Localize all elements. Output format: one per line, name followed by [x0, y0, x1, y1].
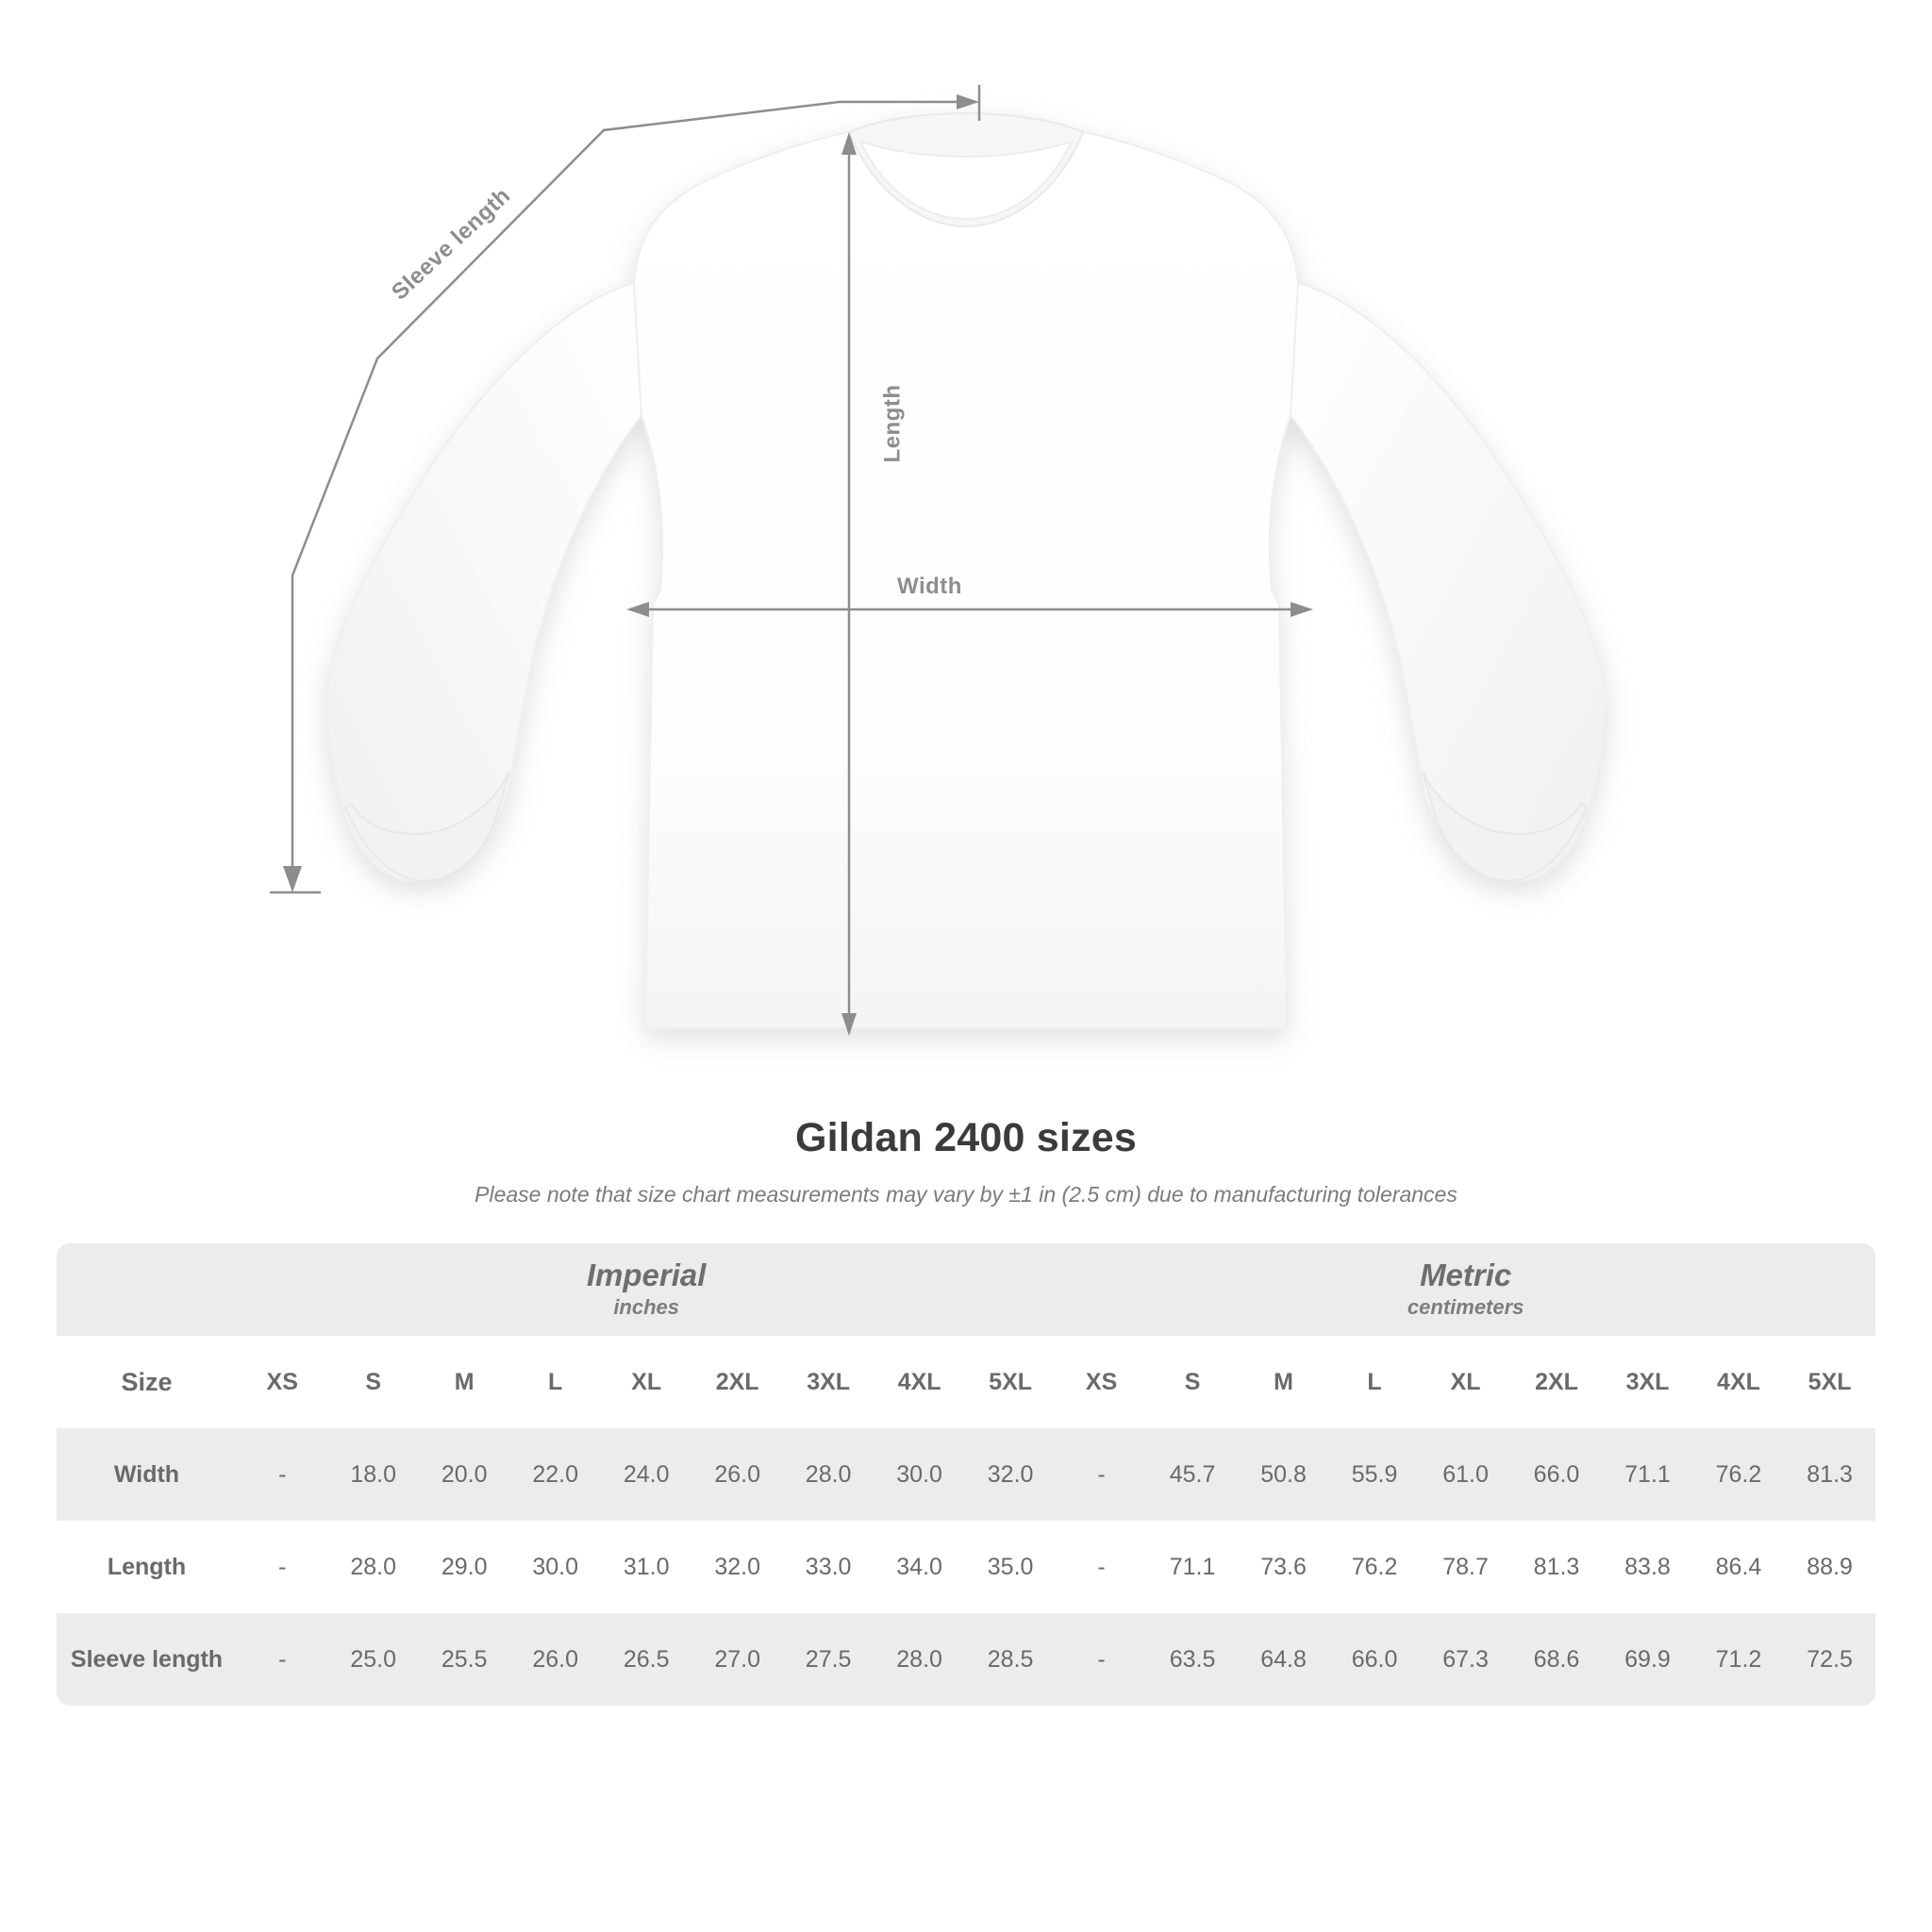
unit-group-metric-sub: centimeters — [1407, 1294, 1524, 1319]
table-row — [57, 1613, 1875, 1706]
cell-width-imperial-3xl: 28.0 — [783, 1428, 874, 1521]
column-header-imperial-l: L — [509, 1336, 600, 1428]
row-header-sleeve-length: Sleeve length — [57, 1613, 237, 1706]
column-header-imperial-xs: XS — [237, 1336, 327, 1428]
cell-sleeve-imperial-xl: 26.5 — [601, 1613, 691, 1706]
column-header-metric-m: M — [1238, 1336, 1328, 1428]
column-header-metric-4xl: 4XL — [1693, 1336, 1784, 1428]
unit-group-imperial-sub: inches — [613, 1294, 680, 1319]
cell-sleeve-metric-4xl: 71.2 — [1693, 1613, 1784, 1706]
size-header-row — [57, 1336, 1875, 1428]
cell-sleeve-metric-2xl: 68.6 — [1511, 1613, 1602, 1706]
cell-width-metric-l: 55.9 — [1329, 1428, 1420, 1521]
cell-sleeve-metric-s: 63.5 — [1147, 1613, 1238, 1706]
column-header-imperial-3xl: 3XL — [783, 1336, 874, 1428]
cell-sleeve-imperial-4xl: 28.0 — [874, 1613, 964, 1706]
cell-width-metric-m: 50.8 — [1238, 1428, 1328, 1521]
column-header-imperial-m: M — [419, 1336, 509, 1428]
unit-group-imperial-name: Imperial — [586, 1257, 707, 1292]
column-header-metric-xs: XS — [1056, 1336, 1146, 1428]
column-header-imperial-5xl: 5XL — [965, 1336, 1056, 1428]
column-header-metric-l: L — [1329, 1336, 1420, 1428]
cell-width-metric-xs: - — [1056, 1428, 1146, 1521]
cell-length-imperial-l: 30.0 — [509, 1521, 600, 1613]
title-block — [0, 1115, 1932, 1208]
cell-width-imperial-s: 18.0 — [327, 1428, 418, 1521]
cell-sleeve-metric-xs: - — [1056, 1613, 1146, 1706]
column-header-metric-xl: XL — [1420, 1336, 1510, 1428]
column-header-metric-s: S — [1147, 1336, 1238, 1428]
size-table-wrapper — [57, 1243, 1875, 1706]
size-table — [57, 1243, 1875, 1706]
cell-width-imperial-5xl: 32.0 — [965, 1428, 1056, 1521]
cell-width-metric-5xl: 81.3 — [1784, 1428, 1875, 1521]
page-title: Gildan 2400 sizes — [795, 1115, 1137, 1160]
cell-width-metric-2xl: 66.0 — [1511, 1428, 1602, 1521]
unit-group-imperial — [237, 1243, 1056, 1336]
cell-length-imperial-s: 28.0 — [327, 1521, 418, 1613]
page-subtitle: Please note that size chart measurements may vary by ±1 in (2.5 cm) due to manufacturing tolerances — [475, 1182, 1457, 1207]
cell-sleeve-imperial-l: 26.0 — [509, 1613, 600, 1706]
table-row — [57, 1521, 1875, 1613]
cell-length-metric-s: 71.1 — [1147, 1521, 1238, 1613]
cell-length-metric-4xl: 86.4 — [1693, 1521, 1784, 1613]
cell-sleeve-metric-l: 66.0 — [1329, 1613, 1420, 1706]
cell-length-imperial-5xl: 35.0 — [965, 1521, 1056, 1613]
cell-width-imperial-2xl: 26.0 — [691, 1428, 782, 1521]
cell-length-metric-5xl: 88.9 — [1784, 1521, 1875, 1613]
column-header-metric-3xl: 3XL — [1602, 1336, 1692, 1428]
cell-sleeve-metric-3xl: 69.9 — [1602, 1613, 1692, 1706]
cell-width-imperial-xl: 24.0 — [601, 1428, 691, 1521]
cell-width-imperial-l: 22.0 — [509, 1428, 600, 1521]
cell-width-imperial-xs: - — [237, 1428, 327, 1521]
cell-length-metric-m: 73.6 — [1238, 1521, 1328, 1613]
cell-width-imperial-m: 20.0 — [419, 1428, 509, 1521]
cell-sleeve-imperial-m: 25.5 — [419, 1613, 509, 1706]
cell-length-imperial-m: 29.0 — [419, 1521, 509, 1613]
cell-sleeve-imperial-s: 25.0 — [327, 1613, 418, 1706]
cell-sleeve-metric-xl: 67.3 — [1420, 1613, 1510, 1706]
table-row — [57, 1428, 1875, 1521]
column-header-imperial-2xl: 2XL — [691, 1336, 782, 1428]
unit-group-metric — [1056, 1243, 1875, 1336]
dimension-label-width: Width — [897, 574, 962, 599]
cell-width-imperial-4xl: 30.0 — [874, 1428, 964, 1521]
column-header-metric-2xl: 2XL — [1511, 1336, 1602, 1428]
dimension-label-length: Length — [879, 384, 906, 463]
column-header-size: Size — [57, 1336, 237, 1428]
column-header-imperial-4xl: 4XL — [874, 1336, 964, 1428]
cell-sleeve-imperial-5xl: 28.5 — [965, 1613, 1056, 1706]
cell-sleeve-metric-m: 64.8 — [1238, 1613, 1328, 1706]
cell-width-metric-xl: 61.0 — [1420, 1428, 1510, 1521]
cell-length-metric-xs: - — [1056, 1521, 1146, 1613]
unit-corner-cell — [57, 1243, 237, 1336]
cell-length-metric-3xl: 83.8 — [1602, 1521, 1692, 1613]
unit-header-row — [57, 1243, 1875, 1336]
cell-width-metric-3xl: 71.1 — [1602, 1428, 1692, 1521]
cell-length-imperial-4xl: 34.0 — [874, 1521, 964, 1613]
cell-length-imperial-xs: - — [237, 1521, 327, 1613]
column-header-imperial-s: S — [327, 1336, 418, 1428]
cell-width-metric-s: 45.7 — [1147, 1428, 1238, 1521]
cell-sleeve-imperial-xs: - — [237, 1613, 327, 1706]
dimension-label-sleeve-length: Sleeve length — [387, 182, 516, 306]
cell-length-metric-2xl: 81.3 — [1511, 1521, 1602, 1613]
cell-length-metric-xl: 78.7 — [1420, 1521, 1510, 1613]
cell-length-imperial-xl: 31.0 — [601, 1521, 691, 1613]
cell-sleeve-imperial-2xl: 27.0 — [691, 1613, 782, 1706]
unit-group-metric-name: Metric — [1420, 1257, 1512, 1292]
cell-width-metric-4xl: 76.2 — [1693, 1428, 1784, 1521]
column-header-imperial-xl: XL — [601, 1336, 691, 1428]
column-header-metric-5xl: 5XL — [1784, 1336, 1875, 1428]
cell-sleeve-metric-5xl: 72.5 — [1784, 1613, 1875, 1706]
row-header-length: Length — [57, 1521, 237, 1613]
row-header-width: Width — [57, 1428, 237, 1521]
cell-sleeve-imperial-3xl: 27.5 — [783, 1613, 874, 1706]
cell-length-imperial-3xl: 33.0 — [783, 1521, 874, 1613]
cell-length-imperial-2xl: 32.0 — [691, 1521, 782, 1613]
cell-length-metric-l: 76.2 — [1329, 1521, 1420, 1613]
